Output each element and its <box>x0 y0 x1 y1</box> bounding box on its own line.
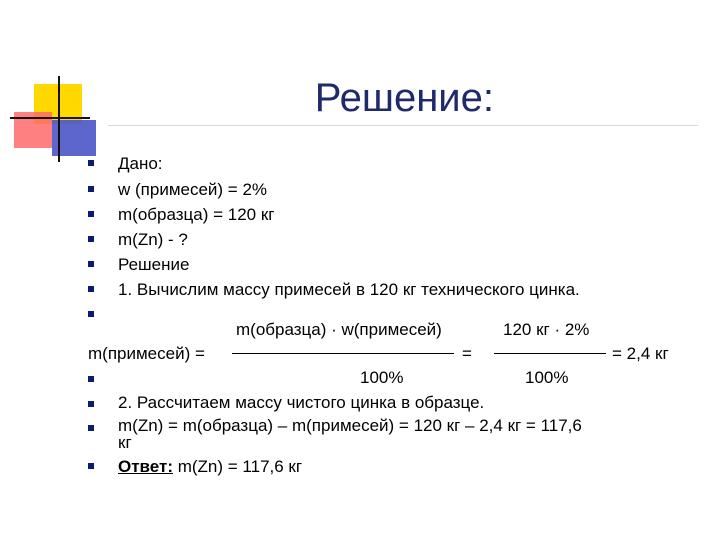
formula-numerator-2: 120 кг · 2% <box>503 320 590 339</box>
step3-line: m(Zn) = m(образца) – m(примесей) = 120 кг – 2,4 кг = 117,6 <box>118 416 582 435</box>
bullet-icon <box>88 425 94 431</box>
formula-numerator-1: m(образца) · w(примесей) <box>236 320 442 339</box>
bullet-icon <box>88 463 94 469</box>
bullet-icon <box>88 186 94 192</box>
step3-line-continuation: кг <box>118 433 132 452</box>
answer-value: m(Zn) = 117,6 кг <box>173 457 303 476</box>
bullet-icon <box>88 261 94 267</box>
title-separator <box>108 125 698 126</box>
answer-line <box>118 457 302 477</box>
step1-line: 1. Вычислим массу примесей в 120 кг технического цинка. <box>118 280 580 299</box>
formula-denominator-2: 100% <box>525 368 569 387</box>
bullet-icon <box>88 211 94 217</box>
fraction-bar-2 <box>494 353 606 354</box>
bullet-icon <box>88 236 94 242</box>
given-label: Дано: <box>118 154 163 173</box>
bullet-icon <box>88 160 94 166</box>
formula-result: = 2,4 кг <box>612 344 669 363</box>
bullet-icon <box>88 376 94 382</box>
formula-denominator-1: 100% <box>360 368 404 387</box>
w-impurities-line: w (примесей) = 2% <box>118 180 268 199</box>
bullet-icon <box>88 311 94 317</box>
m-sample-line: m(образца) = 120 кг <box>118 205 275 224</box>
bullet-icon <box>88 286 94 292</box>
answer-label: Ответ: <box>118 457 173 476</box>
solution-label: Решение <box>118 255 190 274</box>
formula-lhs: m(примесей) = <box>88 344 205 363</box>
formula-equals: = <box>462 344 472 363</box>
fraction-bar-1 <box>232 353 454 354</box>
slide-title: Решение: <box>314 76 494 120</box>
bullet-icon <box>88 401 94 407</box>
step2-line: 2. Рассчитаем массу чистого цинка в образце. <box>118 393 485 412</box>
m-zn-question-line: m(Zn) - ? <box>118 230 188 249</box>
